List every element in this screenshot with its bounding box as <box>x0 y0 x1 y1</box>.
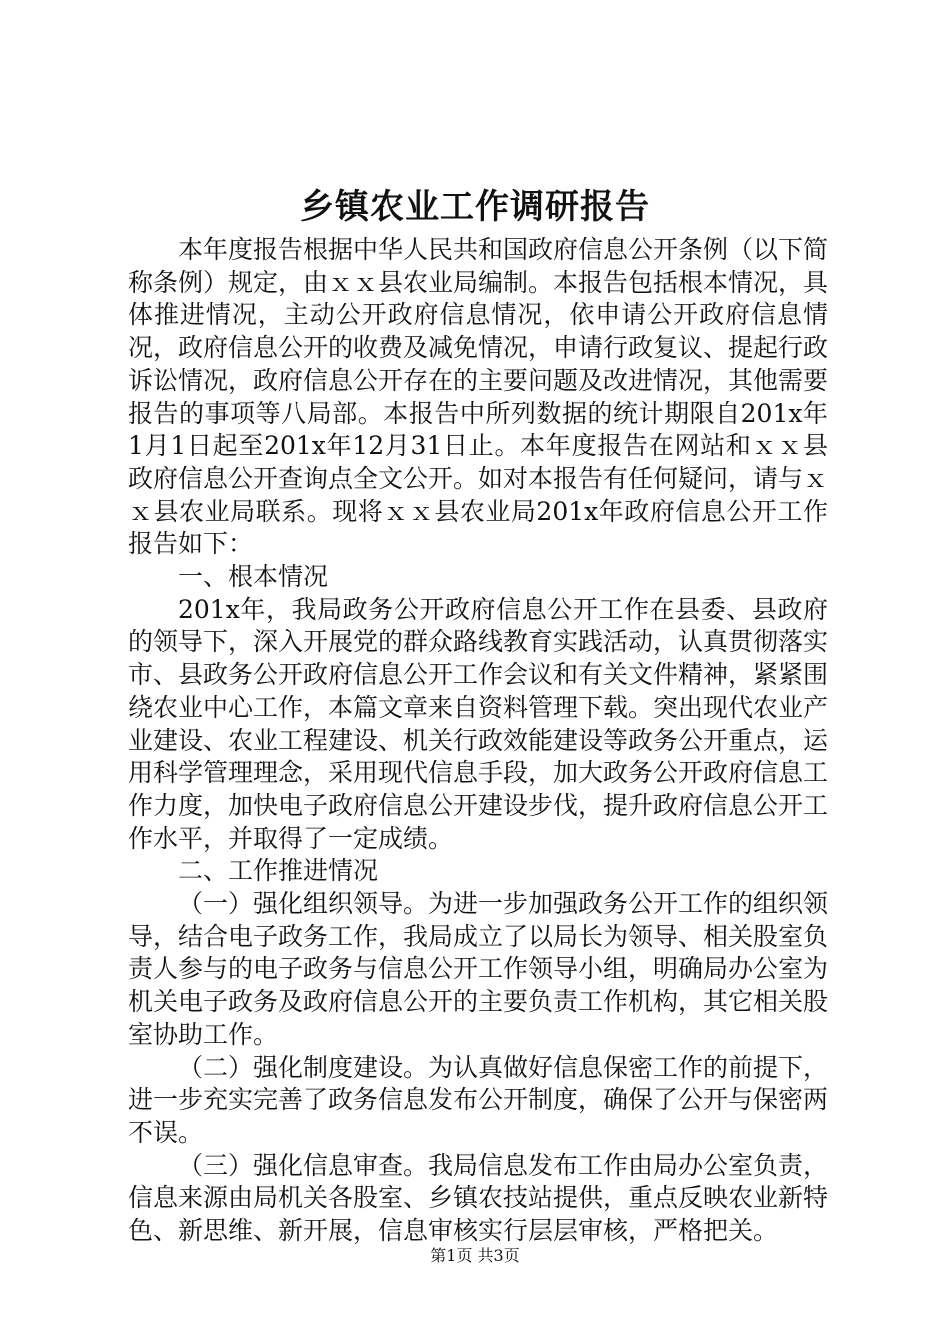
document-title: 乡镇农业工作调研报告 <box>300 187 650 227</box>
section-2-item-1: （一）强化组织领导。为进一步加强政务公开工作的组织领导，结合电子政务工作，我局成立了以局长为领导、相关股室负责人参与的电子政务与信息公开工作领导小组，明确局办公室为机关电子政务及政府信息公开的主要负责工作机构，其它相关股室协助工作。 <box>128 889 829 1049</box>
section-heading-1: 一、根本情况 <box>178 562 329 592</box>
section-2-item-2: （二）强化制度建设。为认真做好信息保密工作的前提下，进一步充实完善了政务信息发布公开制度，确保了公开与保密两不误。 <box>128 1052 829 1147</box>
section-heading-2: 二、工作推进情况 <box>178 856 379 886</box>
page-number-footer: 第1页 共3页 <box>430 1246 520 1265</box>
document-body <box>128 234 828 1248</box>
section-1-paragraph: 201x年，我局政务公开政府信息公开工作在县委、县政府的领导下，深入开展党的群众路线教育实践活动，认真贯彻落实市、县政务公开政府信息公开工作会议和有关文件精神，紧紧围绕农业中心工作，本篇文章来自资料管理下载。突出现代农业产业建设、农业工程建设、机关行政效能建设等政务公开重点，运用科学管理理念，采用现代信息手段，加大政务公开政府信息工作力度，加快电子政府信息公开建设步伐，提升政府信息公开工作水平，并取得了一定成绩。 <box>128 594 829 853</box>
section-2-item-3: （三）强化信息审查。我局信息发布工作由局办公室负责，信息来源由局机关各股室、乡镇农技站提供，重点反映农业新特色、新思维、新开展，信息审核实行层层审核，严格把关。 <box>128 1150 829 1246</box>
intro-paragraph: 本年度报告根据中华人民共和国政府信息公开条例（以下简称条例）规定，由ｘｘ县农业局编制。本报告包括根本情况，具体推进情况，主动公开政府信息情况，依申请公开政府信息情况，政府信息公开的收费及减免情况，申请行政复议、提起行政诉讼情况，政府信息公开存在的主要问题及改进情况，其他需要报告的事项等八局部。本报告中所列数据的统计期限自201x年1月1日起至201x年12月31日止。本年度报告在网站和ｘｘ县政府信息公开查询点全文公开。如对本报告有任何疑问，请与ｘｘ县农业局联系。现将ｘｘ县农业局201x年政府信息公开工作报告如下： <box>128 235 829 559</box>
